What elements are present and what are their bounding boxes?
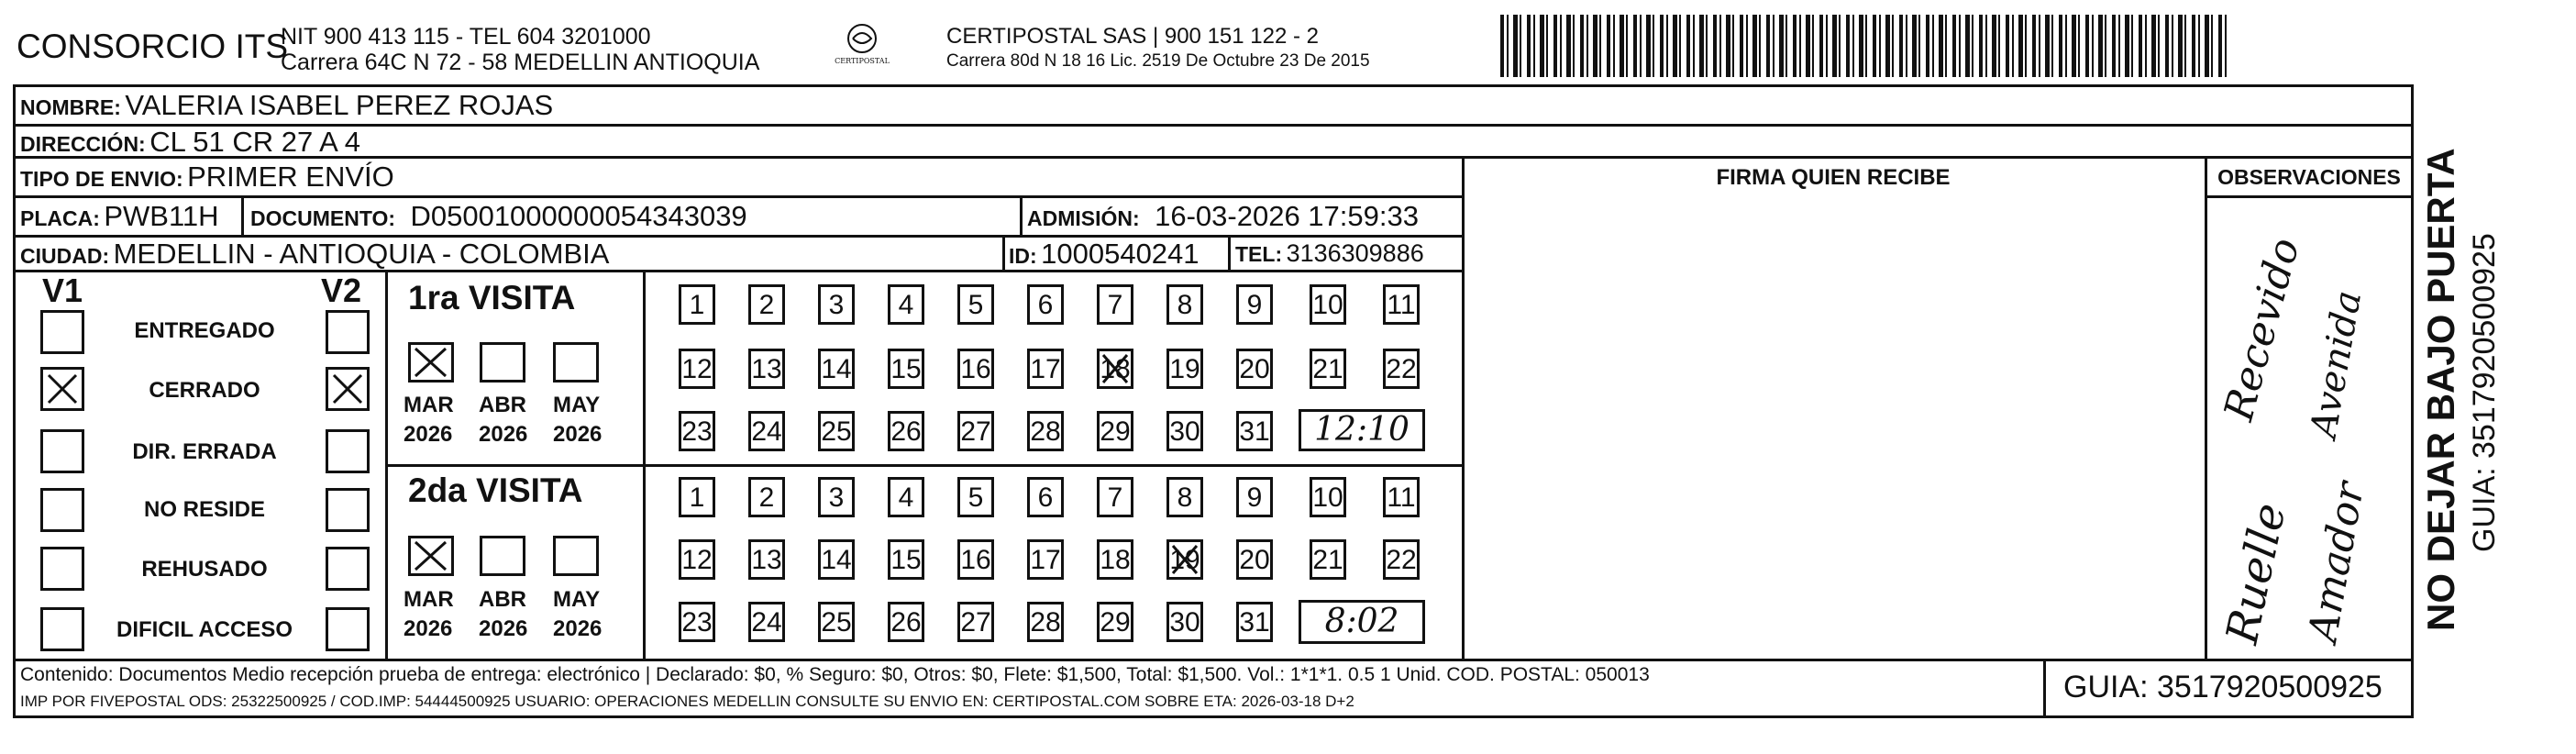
ciudad-value: MEDELLIN - ANTIOQUIA - COLOMBIA: [113, 238, 610, 270]
ciudad-label: CIUDAD:: [20, 244, 110, 268]
documento-row: [250, 200, 747, 233]
visit1-month-may-checkbox[interactable]: [553, 342, 599, 383]
footer-line-1: Contenido: Documentos Medio recepción prueba de entrega: electrónico | Declarado: $0, % Seguro: $0, Otros: $0, Flete: $1,500, Total: $1,500. Vol.: 1*1*1. 0.5 1 Unid. COD. POSTAL: 050013: [20, 664, 1650, 685]
direccion-row: [20, 126, 360, 159]
tel-row: [1235, 239, 1424, 268]
v1-no-reside-checkbox[interactable]: [40, 488, 84, 532]
visit1-day-8[interactable]: 8: [1166, 284, 1203, 325]
observaciones-header: OBSERVACIONES: [2217, 165, 2401, 189]
firma-header: FIRMA QUIEN RECIBE: [1716, 165, 1951, 190]
nombre-value: VALERIA ISABEL PEREZ ROJAS: [125, 89, 554, 121]
visit1-day-23[interactable]: 23: [679, 411, 715, 451]
visit1-year-3: 2026: [553, 422, 603, 447]
visit2-year-3: 2026: [553, 616, 603, 641]
v2-dir-errada-checkbox[interactable]: [326, 429, 370, 473]
side-no-dejar: NO DEJAR BAJO PUERTA: [2419, 148, 2462, 631]
visit2-day-14[interactable]: 14: [818, 539, 855, 580]
v2-no-reside-checkbox[interactable]: [326, 488, 370, 532]
id-row: [1009, 238, 1200, 271]
barcode: [1500, 15, 2231, 77]
visit1-day-27[interactable]: 27: [957, 411, 994, 451]
visit2-year-1: 2026: [404, 616, 453, 641]
placa-label: PLACA:: [20, 206, 100, 230]
v1-label: V1: [42, 272, 83, 309]
visit2-day-11[interactable]: 11: [1383, 477, 1420, 517]
visit2-day-17[interactable]: 17: [1027, 539, 1064, 580]
carrier-line-2: Carrera 80d N 18 16 Lic. 2519 De Octubre 23 De 2015: [946, 51, 1370, 71]
id-label: ID:: [1009, 244, 1037, 268]
visit1-day-2[interactable]: 2: [748, 284, 785, 325]
carrier-line-1: CERTIPOSTAL SAS | 900 151 122 - 2: [946, 24, 1319, 49]
visit1-day-16[interactable]: 16: [957, 349, 994, 389]
handwriting-4: Amador: [2299, 478, 2374, 646]
visit2-day-15[interactable]: 15: [888, 539, 924, 580]
v2-entregado-checkbox[interactable]: [326, 310, 370, 354]
visit1-day-21[interactable]: 21: [1310, 349, 1346, 389]
visit1-day-7[interactable]: 7: [1097, 284, 1133, 325]
footer-guia: GUIA: 3517920500925: [2063, 670, 2383, 704]
visit1-month-mar-checkbox[interactable]: [408, 342, 454, 383]
visit1-day-20[interactable]: 20: [1236, 349, 1273, 389]
tel-label: TEL:: [1235, 242, 1283, 266]
v1-rehusado-checkbox[interactable]: [40, 547, 84, 591]
visit1-day-14[interactable]: 14: [818, 349, 855, 389]
visit1-day-13[interactable]: 13: [748, 349, 785, 389]
visit2-day-21[interactable]: 21: [1310, 539, 1346, 580]
visit2-day-18[interactable]: 18: [1097, 539, 1133, 580]
observaciones-handwriting: [2215, 211, 2403, 651]
company-name: CONSORCIO ITS: [17, 28, 289, 65]
direccion-value: CL 51 CR 27 A 4: [149, 126, 360, 158]
status-dir-errada: DIR. ERRADA: [132, 439, 277, 464]
visit1-day-15[interactable]: 15: [888, 349, 924, 389]
visit2-month-abr: ABR: [479, 587, 526, 612]
documento-value: D05001000000054343039: [410, 200, 747, 232]
visit1-day-9[interactable]: 9: [1236, 284, 1273, 325]
status-rehusado: REHUSADO: [141, 557, 268, 582]
visit1-day-30[interactable]: 30: [1166, 411, 1203, 451]
visit2-time: 8:02: [1299, 600, 1425, 644]
visit2-day-5[interactable]: 5: [957, 477, 994, 517]
v1-dir-errada-checkbox[interactable]: [40, 429, 84, 473]
handwriting-3: Ruelle: [2216, 498, 2296, 649]
visit2-day-27[interactable]: 27: [957, 602, 994, 642]
visit1-year-2: 2026: [479, 422, 528, 447]
v1-cerrado-checkbox[interactable]: [40, 367, 84, 411]
status-cerrado: CERRADO: [149, 378, 260, 403]
visit1-day-5[interactable]: 5: [957, 284, 994, 325]
visit1-day-6[interactable]: 6: [1027, 284, 1064, 325]
v2-label: V2: [321, 272, 362, 309]
handwriting-2: Avenida: [2302, 287, 2371, 441]
visit2-day-16[interactable]: 16: [957, 539, 994, 580]
id-value: 1000540241: [1041, 238, 1200, 270]
visit2-day-22[interactable]: 22: [1383, 539, 1420, 580]
visit2-day-29[interactable]: 29: [1097, 602, 1133, 642]
visit1-day-25[interactable]: 25: [818, 411, 855, 451]
visit1-title: 1ra VISITA: [408, 279, 576, 316]
visit1-day-28[interactable]: 28: [1027, 411, 1064, 451]
visit2-day-13[interactable]: 13: [748, 539, 785, 580]
tipo-value: PRIMER ENVÍO: [187, 161, 394, 193]
visit1-month-mar: MAR: [404, 393, 454, 417]
visit2-day-6[interactable]: 6: [1027, 477, 1064, 517]
visit2-month-may-checkbox[interactable]: [553, 536, 599, 576]
v2-cerrado-checkbox[interactable]: [326, 367, 370, 411]
visit2-day-25[interactable]: 25: [818, 602, 855, 642]
visit2-day-9[interactable]: 9: [1236, 477, 1273, 517]
visit1-day-31[interactable]: 31: [1236, 411, 1273, 451]
visit1-day-10[interactable]: 10: [1310, 284, 1346, 325]
company-line-1: NIT 900 413 115 - TEL 604 3201000: [281, 24, 651, 50]
status-dificil-acceso: DIFICIL ACCESO: [116, 617, 293, 642]
visit2-day-26[interactable]: 26: [888, 602, 924, 642]
v2-dificil-acceso-checkbox[interactable]: [326, 607, 370, 651]
visit2-day-31[interactable]: 31: [1236, 602, 1273, 642]
visit2-day-1[interactable]: 1: [679, 477, 715, 517]
placa-row: [20, 200, 219, 233]
visit1-month-may: MAY: [553, 393, 601, 417]
ciudad-row: [20, 238, 609, 271]
visit2-day-28[interactable]: 28: [1027, 602, 1064, 642]
visit1-day-11[interactable]: 11: [1383, 284, 1420, 325]
certipostal-logo: [830, 18, 894, 73]
visit2-day-24[interactable]: 24: [748, 602, 785, 642]
footer-line-2: IMP POR FIVEPOSTAL ODS: 25322500925 / COD.IMP: 54444500925 USUARIO: OPERACIONES MEDELLIN CONSULTE SU ENVIO EN: CERTIPOSTAL.COM SOBRE ETA: 2026-03-18 D+2: [20, 693, 1354, 710]
v2-rehusado-checkbox[interactable]: [326, 547, 370, 591]
admision-value: 16-03-2026 17:59:33: [1155, 200, 1419, 232]
logo-text: CERTIPOSTAL: [835, 57, 890, 65]
visit1-time: 12:10: [1299, 409, 1425, 451]
visit2-day-7[interactable]: 7: [1097, 477, 1133, 517]
visit1-day-29[interactable]: 29: [1097, 411, 1133, 451]
visit2-title: 2da VISITA: [408, 471, 583, 509]
visit1-day-24[interactable]: 24: [748, 411, 785, 451]
direccion-label: DIRECCIÓN:: [20, 132, 146, 156]
v1-entregado-checkbox[interactable]: [40, 310, 84, 354]
nombre-row: [20, 89, 553, 122]
visit2-year-2: 2026: [479, 616, 528, 641]
visit2-day-10[interactable]: 10: [1310, 477, 1346, 517]
tipo-label: TIPO DE ENVIO:: [20, 167, 183, 191]
tel-value: 3136309886: [1286, 239, 1424, 267]
documento-label: DOCUMENTO:: [250, 206, 396, 230]
visit1-month-abr: ABR: [479, 393, 526, 417]
visit2-month-may: MAY: [553, 587, 601, 612]
visit2-day-23[interactable]: 23: [679, 602, 715, 642]
visit1-day-18[interactable]: 18: [1097, 349, 1133, 389]
visit1-day-17[interactable]: 17: [1027, 349, 1064, 389]
visit2-month-mar-checkbox[interactable]: [408, 536, 454, 576]
visit1-day-1[interactable]: 1: [679, 284, 715, 325]
visit2-day-4[interactable]: 4: [888, 477, 924, 517]
visit2-day-19[interactable]: 19: [1166, 539, 1203, 580]
visit1-day-12[interactable]: 12: [679, 349, 715, 389]
visit1-day-22[interactable]: 22: [1383, 349, 1420, 389]
visit1-day-19[interactable]: 19: [1166, 349, 1203, 389]
status-entregado: ENTREGADO: [134, 318, 275, 343]
nombre-label: NOMBRE:: [20, 95, 121, 119]
visit1-day-3[interactable]: 3: [818, 284, 855, 325]
visit2-day-12[interactable]: 12: [679, 539, 715, 580]
placa-value: PWB11H: [104, 200, 219, 232]
visit1-day-4[interactable]: 4: [888, 284, 924, 325]
visit2-day-3[interactable]: 3: [818, 477, 855, 517]
tipo-row: [20, 161, 394, 194]
admision-label: ADMISIÓN:: [1027, 206, 1140, 230]
visit2-day-30[interactable]: 30: [1166, 602, 1203, 642]
visit2-day-2[interactable]: 2: [748, 477, 785, 517]
visit1-day-26[interactable]: 26: [888, 411, 924, 451]
v1-dificil-acceso-checkbox[interactable]: [40, 607, 84, 651]
status-no-reside: NO RESIDE: [143, 497, 266, 522]
visit2-month-abr-checkbox[interactable]: [480, 536, 525, 576]
visit2-month-mar: MAR: [404, 587, 454, 612]
admision-row: [1027, 200, 1419, 233]
visit2-day-20[interactable]: 20: [1236, 539, 1273, 580]
side-guia: GUIA: 3517920500925: [2467, 233, 2502, 552]
visit1-month-abr-checkbox[interactable]: [480, 342, 525, 383]
visit1-year-1: 2026: [404, 422, 453, 447]
visit2-day-8[interactable]: 8: [1166, 477, 1203, 517]
handwriting-1: Recevido: [2215, 233, 2309, 426]
company-line-2: Carrera 64C N 72 - 58 MEDELLIN ANTIOQUIA: [281, 50, 760, 75]
